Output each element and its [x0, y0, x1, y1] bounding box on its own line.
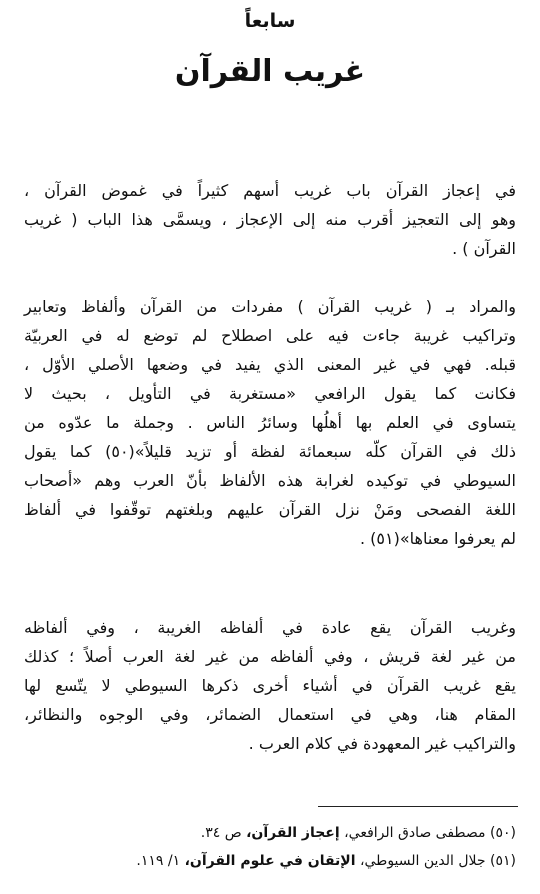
- footnote-51: [24, 847, 516, 875]
- text-line: من غير لغة قريش ، وفي ألفاظه من غير لغة العرب أصلاً ؛ كذلك: [24, 647, 516, 666]
- footnote-50: [24, 819, 516, 847]
- footnote-number: (٥٠): [490, 825, 516, 841]
- paragraph-1: [24, 176, 516, 263]
- text-line: يقع غريب القرآن في أشياء أخرى ذكرها السيوطي لا يتّسع لها: [24, 676, 516, 695]
- footnote-work: إعجاز القرآن،: [246, 825, 340, 841]
- footnote-author: مصطفى صادق الرافعي،: [344, 825, 486, 841]
- text-line: ذلك في القرآن كلّه سبعمائة لفظة أو تزيد قليلاً»(٥٠) كما يقول: [24, 442, 517, 461]
- text-line: فكانت كما يقول الرافعي «مستغربة في التأويل ، بحيث لا: [24, 384, 516, 403]
- text-line: وغريب القرآن يقع عادة في ألفاظه الغريبة ، وفي ألفاظه: [24, 618, 516, 637]
- text-line: القرآن ) .: [452, 239, 516, 258]
- footnote-locator: ١/ ١١٩.: [136, 853, 181, 869]
- footnote-divider: [318, 806, 518, 807]
- text-line: المقام هنا، وهي في استعمال الضمائر، وفي الوجوه والنظائر،: [24, 705, 516, 724]
- text-line: يتساوى في العلم بها أهلُها وسائرُ الناس . وجملة ما عدّوه من: [24, 413, 516, 432]
- paragraph-2: [24, 292, 516, 553]
- text-line: والتراكيب غير المعهودة في كلام العرب .: [248, 734, 516, 753]
- footnote-locator: ص ٣٤.: [200, 825, 242, 841]
- paragraph-3: [24, 613, 516, 758]
- text-line: وتراكيب غريبة جاءت فيه على اصطلاح لم توضع له في العربيّة: [24, 326, 516, 345]
- text-line: لم يعرفوا معناها»(٥١) .: [360, 529, 516, 548]
- footnotes: [24, 819, 516, 875]
- section-number: سابعاً: [244, 10, 296, 32]
- text-line: والمراد بـ ( غريب القرآن ) مفردات من القرآن وألفاظ وتعابير: [24, 297, 516, 316]
- text-line: وهو إلى التعجيز أقرب منه إلى الإعجاز ، ويسمَّى هذا الباب ( غريب: [24, 210, 516, 229]
- text-line: قبله. فهي في غير المعنى الذي يفيد في وضعها الأصلي الأوّل ،: [24, 355, 516, 374]
- footnote-work: الإتقان في علوم القرآن،: [184, 853, 356, 869]
- text-line: السيوطي في توكيده لغرابة هذه الألفاظ بأنّ العرب وهم «أصحاب: [24, 471, 516, 490]
- text-line: في إعجاز القرآن باب غريب أسهم كثيراً في غموض القرآن ،: [24, 181, 516, 200]
- section-title: غريب القرآن: [174, 54, 366, 89]
- text-line: اللغة الفصحى ومَنْ نزل القرآن عليهم وبلغتهم توقّفوا في ألفاظ: [24, 500, 516, 519]
- footnote-number: (٥١): [490, 853, 516, 869]
- footnote-author: جلال الدين السيوطي،: [359, 853, 486, 869]
